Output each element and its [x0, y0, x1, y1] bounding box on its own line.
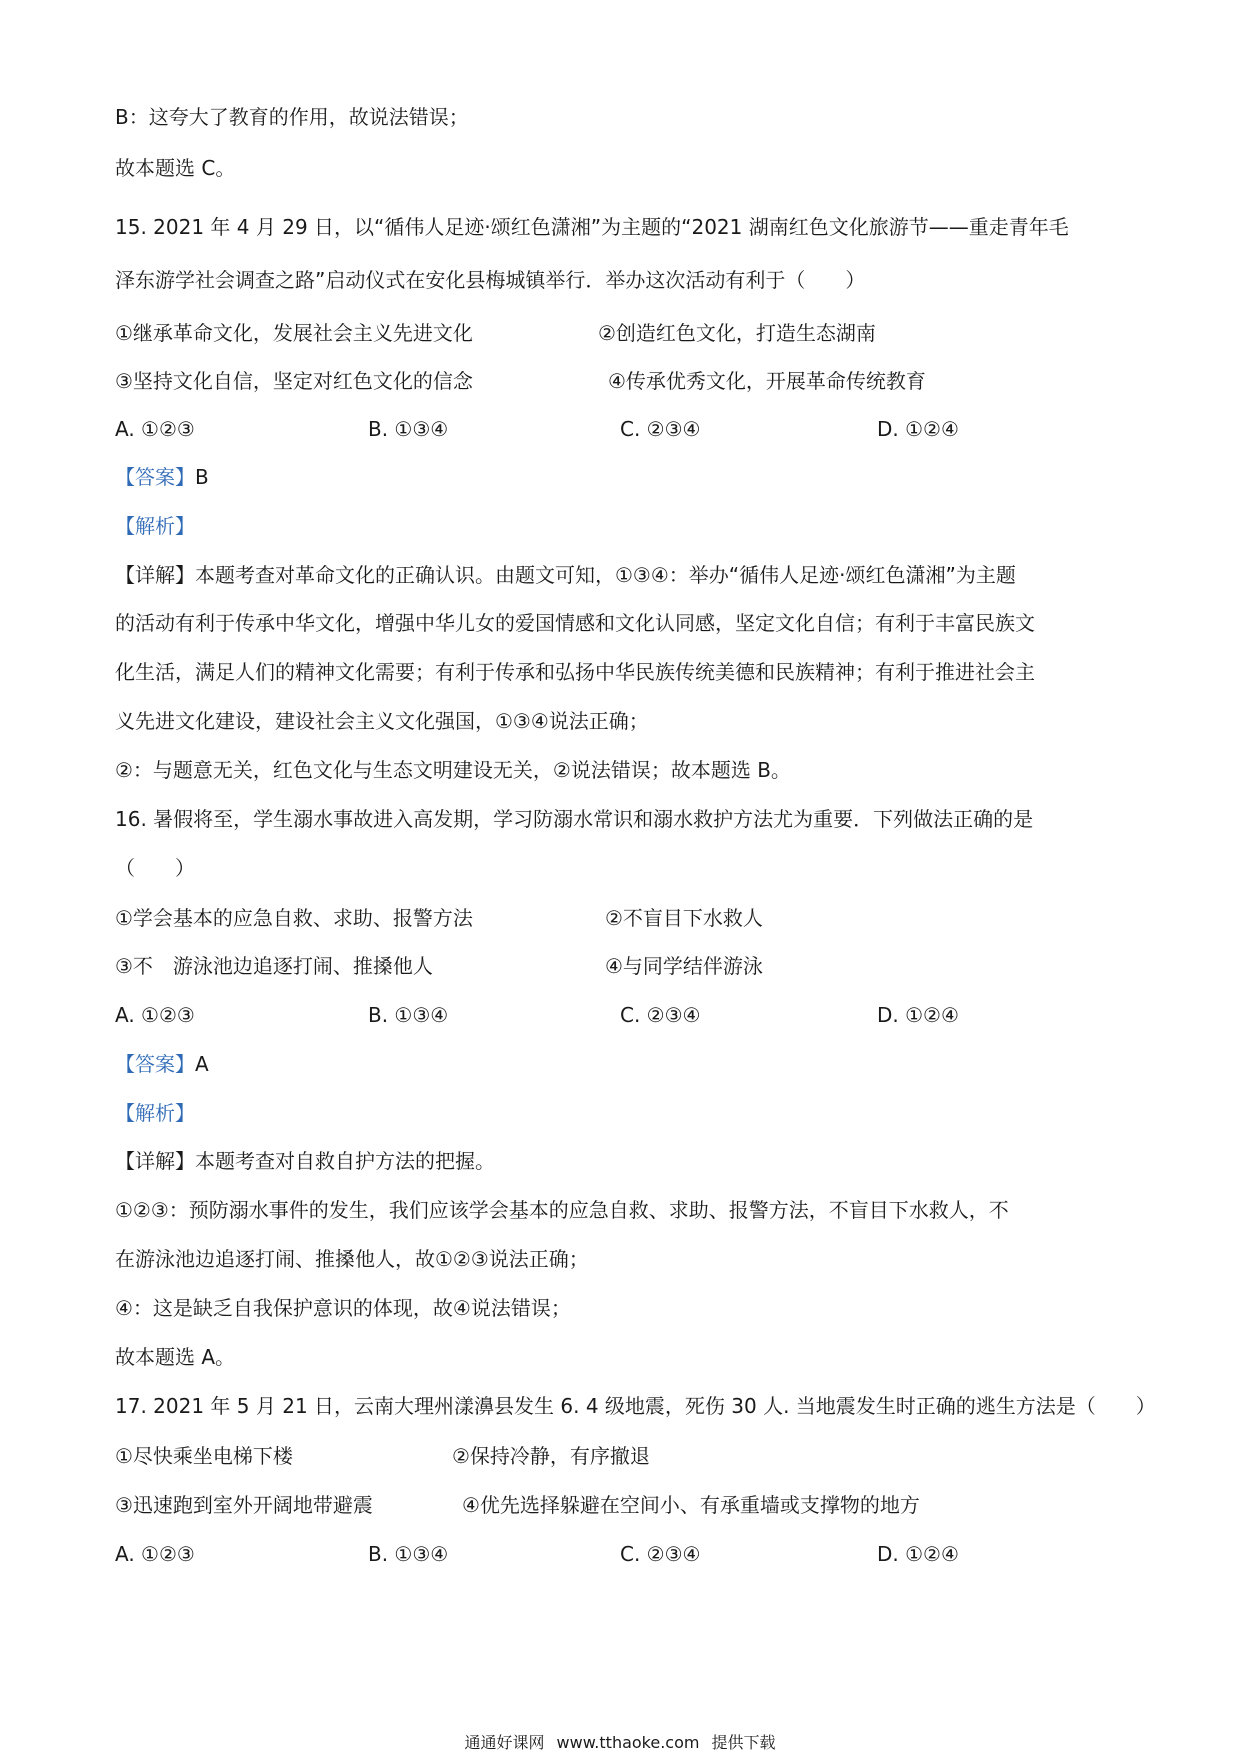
analysis-tag: 【解析】 — [115, 514, 195, 538]
answer-value: B — [195, 465, 209, 489]
statement-3: ③迅速跑到室外开阔地带避震 — [115, 1493, 373, 1517]
choice-c: C. ②③④ — [620, 1003, 701, 1027]
statement-3: ③坚持文化自信，坚定对红色文化的信念 — [115, 369, 473, 393]
detail-line: 义先进文化建设，建设社会主义文化强国，①③④说法正确； — [115, 709, 649, 733]
footer-url[interactable]: www.tthaoke.com — [556, 1733, 700, 1752]
detail-line — [115, 562, 1016, 588]
question-15-stem: 15. 2021 年 4 月 29 日，以“循伟人足迹·颂红色潇湘”为主题的“2021 湖南红色文化旅游节——重走青年毛 — [115, 215, 1069, 239]
choice-a: A. ①②③ — [115, 1003, 195, 1027]
footer-note: 提供下载 — [711, 1733, 776, 1752]
footer-site: 通通好课网 — [464, 1733, 545, 1752]
detail-line: ①②③：预防溺水事件的发生，我们应该学会基本的应急自救、求助、报警方法，不盲目下水救人，不 — [115, 1198, 1009, 1222]
detail-line: 的活动有利于传承中华文化，增强中华儿女的爱国情感和文化认同感，坚定文化自信；有利于丰富民族文 — [115, 611, 1035, 635]
text-line: 故本题选 C。 — [115, 156, 236, 180]
detail-line: ②：与题意无关，红色文化与生态文明建设无关，②说法错误；故本题选 B。 — [115, 758, 791, 782]
choice-d: D. ①②④ — [877, 417, 959, 441]
text-line: B：这夸大了教育的作用，故说法错误； — [115, 105, 469, 129]
statement-2: ②保持冷静，有序撤退 — [452, 1444, 650, 1468]
choice-b: B. ①③④ — [368, 1542, 449, 1566]
detail-text: 本题考查对革命文化的正确认识。由题文可知，①③④：举办“循伟人足迹·颂红色潇湘”为主题 — [195, 563, 1016, 587]
choice-c: C. ②③④ — [620, 1542, 701, 1566]
detail-line: 化生活，满足人们的精神文化需要；有利于传承和弘扬中华民族传统美德和民族精神；有利于推进社会主 — [115, 660, 1035, 684]
statement-4: ④传承优秀文化，开展革命传统教育 — [608, 369, 926, 393]
answer-line — [115, 1051, 209, 1077]
question-15-stem-cont: 泽东游学社会调查之路”启动仪式在安化县梅城镇举行．举办这次活动有利于（ ） — [115, 268, 866, 292]
statement-1: ①尽快乘坐电梯下楼 — [115, 1444, 293, 1468]
detail-tag: 【详解】 — [115, 1149, 195, 1173]
statement-4: ④优先选择躲避在空间小、有承重墙或支撑物的地方 — [462, 1493, 920, 1517]
question-16-stem: 16. 暑假将至，学生溺水事故进入高发期，学习防溺水常识和溺水救护方法尤为重要．下列做法正确的是 — [115, 807, 1034, 831]
question-16-stem-cont: （ ） — [115, 856, 195, 880]
choice-a: A. ①②③ — [115, 417, 195, 441]
choice-c: C. ②③④ — [620, 417, 701, 441]
detail-line: 在游泳池边追逐打闹、推搡他人，故①②③说法正确； — [115, 1247, 589, 1271]
statement-4: ④与同学结伴游泳 — [605, 954, 763, 978]
statement-1: ①学会基本的应急自救、求助、报警方法 — [115, 906, 473, 930]
answer-tag: 【答案】 — [115, 465, 195, 489]
detail-line — [115, 1148, 495, 1174]
choice-d: D. ①②④ — [877, 1003, 959, 1027]
answer-value: A — [195, 1052, 209, 1076]
detail-tag: 【详解】 — [115, 563, 195, 587]
choice-d: D. ①②④ — [877, 1542, 959, 1566]
detail-line: 故本题选 A。 — [115, 1345, 236, 1369]
answer-line — [115, 464, 209, 490]
detail-text: 本题考查对自救自护方法的把握。 — [195, 1149, 495, 1173]
choice-a: A. ①②③ — [115, 1542, 195, 1566]
detail-line: ④：这是缺乏自我保护意识的体现，故④说法错误； — [115, 1296, 571, 1320]
choice-b: B. ①③④ — [368, 417, 449, 441]
statement-1: ①继承革命文化，发展社会主义先进文化 — [115, 321, 473, 345]
statement-3: ③不 游泳池边追逐打闹、推搡他人 — [115, 954, 433, 978]
answer-tag: 【答案】 — [115, 1052, 195, 1076]
statement-2: ②创造红色文化，打造生态湖南 — [598, 321, 876, 345]
page-footer — [0, 1730, 1240, 1753]
statement-2: ②不盲目下水救人 — [605, 906, 763, 930]
choice-b: B. ①③④ — [368, 1003, 449, 1027]
question-17-stem: 17. 2021 年 5 月 21 日，云南大理州漾濞县发生 6. 4 级地震，死伤 30 人. 当地震发生时正确的逃生方法是（ ） — [115, 1394, 1156, 1418]
analysis-tag: 【解析】 — [115, 1101, 195, 1125]
